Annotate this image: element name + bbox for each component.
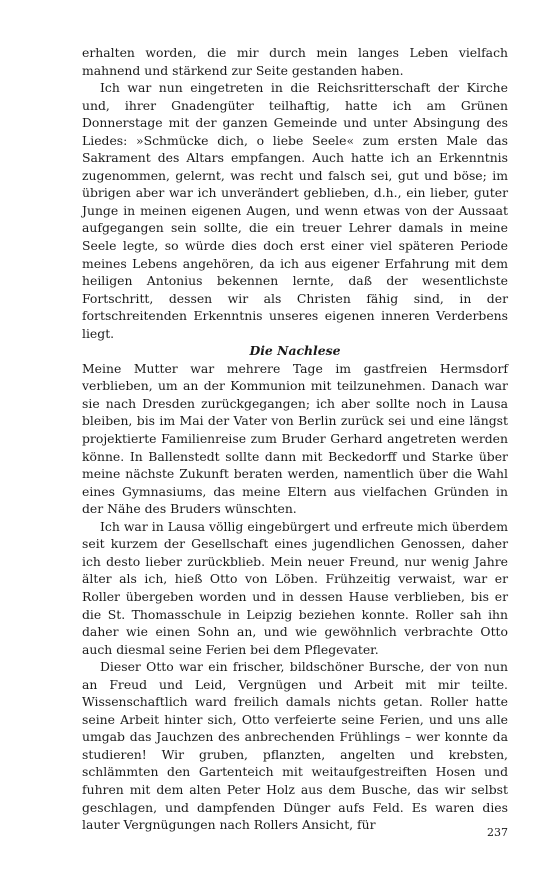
page-number: 237 bbox=[487, 826, 508, 839]
paragraph-continuation: erhalten worden, die mir durch mein langes Leben vielfach mahnend und stärkend zur Seite gestanden haben. bbox=[82, 45, 508, 78]
page-body bbox=[82, 44, 508, 834]
paragraph-communion: Ich war nun eingetreten in die Reichsritterschaft der Kirche und, ihrer Gnadengüter teilhaftig, hatte ich am Grünen Donnerstage mit der ganzen Gemeinde und unter Absingung des Liedes: »Schmücke dich, o liebe Seele« zum ersten Male das Sakrament des Altars empfangen. Auch hatte ich an Erkenntnis zugenommen, gelernt, was recht und falsch sei, gut und böse; im übrigen aber war ich unverändert geblieben, d.h., ein lieber, guter Junge in meinen eigenen Augen, und wenn etwas von der Aussaat aufgegangen sein sollte, die ein treuer Lehrer damals in meine Seele legte, so würde dies doch erst einer viel späteren Periode meines Lebens angehören, da ich aus eigener Erfahrung mit dem heiligen Antonius bekennen lernte, daß der wesentlichste Fortschritt, dessen wir als Christen fähig sind, in der fortschreitenden Erkenntnis unseres eigenen inneren Verderbens liegt. bbox=[82, 80, 508, 341]
paragraph-otto-spring: Dieser Otto war ein frischer, bildschöner Bursche, der von nun an Freud und Leid, Vergnügen und Arbeit mit mir teilte. Wissenschaftlich ward freilich damals nichts getan. Roller hatte seine Arbeit hinter sich, Otto verfeierte seine Ferien, und uns alle umgab das Jauchzen des anbrechenden Frühlings – wer konnte da studieren! Wir gruben, pflanzten, angelten und krebsten, schlämmten den Gartenteich mit weitaufgestreiften Hosen und fuhren mit dem alten Peter Holz aus dem Busche, das wir selbst geschlagen, und dampfenden Dünger aufs Feld. Es waren dies lauter Vergnügungen nach Rollers Ansicht, für bbox=[82, 659, 508, 833]
paragraph-otto-intro: Ich war in Lausa völlig eingebürgert und erfreute mich überdem seit kurzem der Gesellschaft eines jugendlichen Genossen, daher ich desto lieber zurückblieb. Mein neuer Freund, nur wenig Jahre älter als ich, hieß Otto von Löben. Frühzeitig verwaist, war er Roller übergeben worden und in dessen Hause verblieben, bis er die St. Thomasschule in Leipzig beziehen konnte. Roller sah ihn daher wie einen Sohn an, und wie gewöhnlich verbrachte Otto auch diesmal seine Ferien bei dem Pflegevater. bbox=[82, 518, 508, 657]
section-heading: Die Nachlese bbox=[249, 343, 341, 359]
paragraph-mother: Meine Mutter war mehrere Tage im gastfreien Hermsdorf verblieben, um an der Kommunion mit teilzunehmen. Danach war sie nach Dresden zurückgegangen; ich aber sollte noch in Lausa bleiben, bis im Mai der Vater von Berlin zurück sei und eine längst projektierte Familienreise zum Bruder Gerhard angetreten werden könne. In Ballenstedt sollte dann mit Beckedorff und Starke über meine nächste Zukunft beraten werden, namentlich über die Wahl eines Gymnasiums, das meine Eltern aus vielfachen Gründen in der Nähe des Bruders wünschten. bbox=[82, 360, 508, 517]
